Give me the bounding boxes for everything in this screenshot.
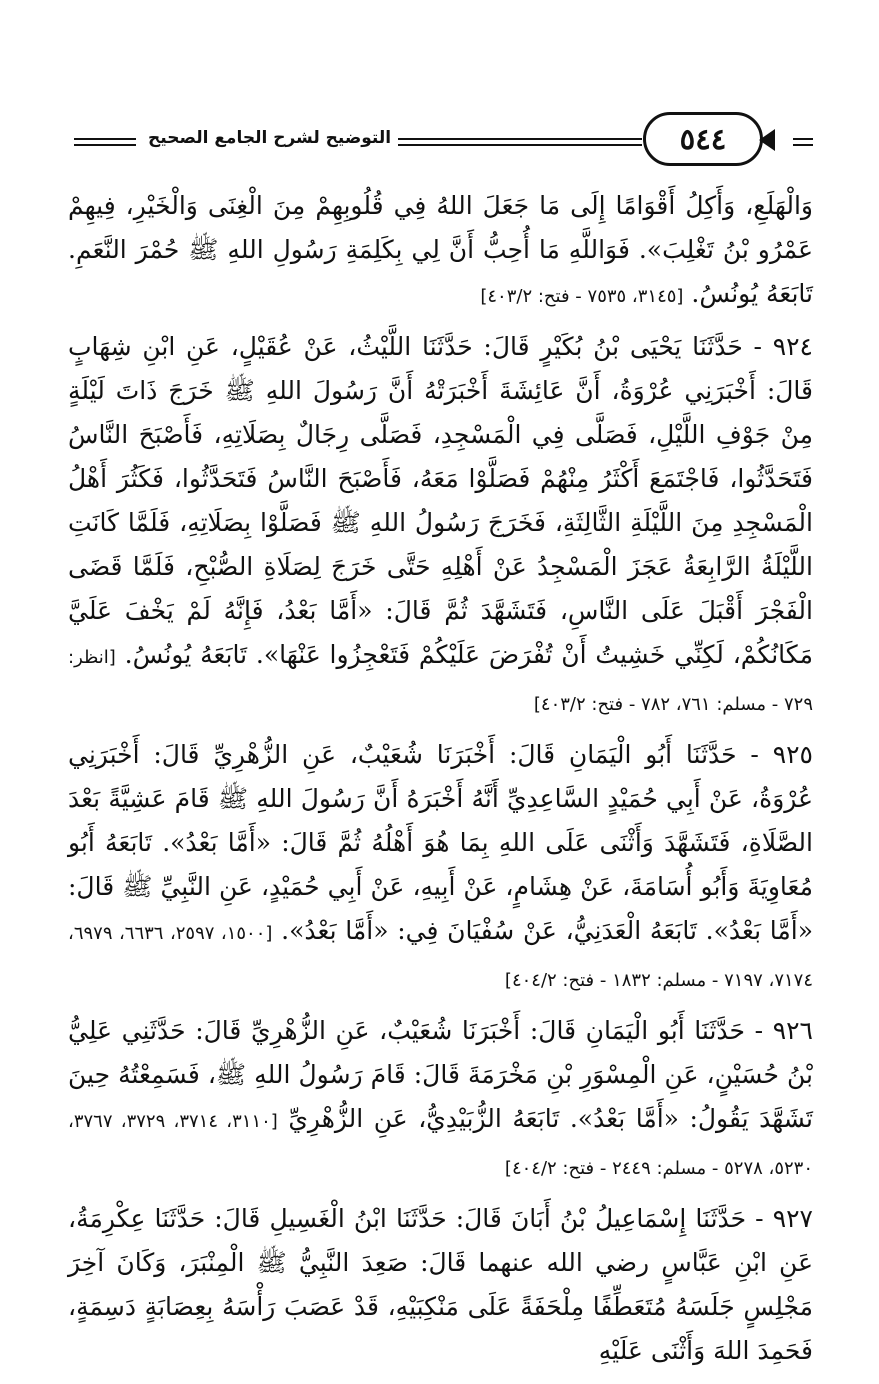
paragraph-hadith-926 — [68, 1009, 813, 1191]
cross-reference: [١٥٠٠، ٢٥٩٧، ٦٦٣٦، ٦٩٧٩، ٧١٧٤، ٧١٩٧ - مسلم: ١٨٣٢ - فتح: ٤٠٤/٢] — [68, 923, 813, 991]
paragraph-text: ٩٢٧ - حَدَّثَنَا إِسْمَاعِيلُ بْنُ أَبَانَ قَالَ: حَدَّثَنَا ابْنُ الْغَسِيلِ قَالَ: حَدَّثَنَا عِكْرِمَةُ، عَنِ ابْنِ عَبَّاسٍ رضي الله عنهما قَالَ: صَعِدَ النَّبِيُّ ﷺ الْمِنْبَرَ، وَكَانَ آخِرَ مَجْلِسٍ جَلَسَهُ مُتَعَطِّفًا مِلْحَفَةً عَلَى مَنْكِبَيْهِ، قَدْ عَصَبَ رَأْسَهُ بِعِصَابَةٍ دَسِمَةٍ، فَحَمِدَ اللهَ وَأَثْنَى عَلَيْهِ — [68, 1204, 813, 1365]
cross-reference: [٣١٤٥، ٧٥٣٥ - فتح: ٤٠٣/٢] — [480, 286, 684, 307]
cross-reference: [انظر: ٧٢٩ - مسلم: ٧٦١، ٧٨٢ - فتح: ٤٠٣/٢] — [68, 647, 813, 715]
running-title: التوضيح لشرح الجامع الصحيح — [148, 128, 392, 148]
paragraph-hadith-924 — [68, 325, 813, 727]
book-page — [68, 112, 813, 1384]
header-rule-middle — [398, 138, 642, 146]
paragraph-text: ٩٢٥ - حَدَّثَنَا أَبُو الْيَمَانِ قَالَ: أَخْبَرَنَا شُعَيْبٌ، عَنِ الزُّهْرِيِّ قَالَ: أَخْبَرَنِي عُرْوَةُ، عَنْ أَبِي حُمَيْدٍ السَّاعِدِيِّ أَنَّهُ أَخْبَرَهُ أَنَّ رَسُولَ اللهِ ﷺ قَامَ عَشِيَّةً بَعْدَ الصَّلَاةِ، فَتَشَهَّدَ وَأَثْنَى عَلَى اللهِ بِمَا هُوَ أَهْلُهُ ثُمَّ قَالَ: «أَمَّا بَعْدُ». تَابَعَهُ أَبُو مُعَاوِيَةَ وَأَبُو أُسَامَةَ، عَنْ هِشَامٍ، عَنْ أَبِيهِ، عَنْ أَبِي حُمَيْدٍ، عَنِ النَّبِيِّ ﷺ قَالَ: «أَمَّا بَعْدُ». تَابَعَهُ الْعَدَنِيُّ، عَنْ سُفْيَانَ فِي: «أَمَّا بَعْدُ». — [68, 740, 813, 945]
paragraph-hadith-925 — [68, 733, 813, 1003]
header-rule-left — [74, 138, 136, 146]
paragraph-text: ٩٢٦ - حَدَّثَنَا أَبُو الْيَمَانِ قَالَ: أَخْبَرَنَا شُعَيْبٌ، عَنِ الزُّهْرِيِّ قَالَ: حَدَّثَنِي عَلِيُّ بْنُ حُسَيْنٍ، عَنِ الْمِسْوَرِ بْنِ مَخْرَمَةَ قَالَ: قَامَ رَسُولُ اللهِ ﷺ، فَسَمِعْتُهُ حِينَ تَشَهَّدَ يَقُولُ: «أَمَّا بَعْدُ». تَابَعَهُ الزُّبَيْدِيُّ، عَنِ الزُّهْرِيِّ — [68, 1016, 813, 1133]
header-rule-right — [793, 138, 813, 146]
page-body — [68, 184, 813, 1373]
paragraph-text: ٩٢٤ - حَدَّثَنَا يَحْيَى بْنُ بُكَيْرٍ قَالَ: حَدَّثَنَا اللَّيْثُ، عَنْ عُقَيْلٍ، عَنِ ابْنِ شِهَابٍ قَالَ: أَخْبَرَنِي عُرْوَةُ، أَنَّ عَائِشَةَ أَخْبَرَتْهُ أَنَّ رَسُولَ اللهِ ﷺ خَرَجَ ذَاتَ لَيْلَةٍ مِنْ جَوْفِ اللَّيْلِ، فَصَلَّى فِي الْمَسْجِدِ، فَصَلَّى رِجَالٌ بِصَلَاتِهِ، فَأَصْبَحَ النَّاسُ فَتَحَدَّثُوا، فَاجْتَمَعَ أَكْثَرُ مِنْهُمْ فَصَلَّوْا مَعَهُ، فَأَصْبَحَ النَّاسُ فَتَحَدَّثُوا، فَكَثُرَ أَهْلُ الْمَسْجِدِ مِنَ اللَّيْلَةِ الثَّالِثَةِ، فَخَرَجَ رَسُولُ اللهِ ﷺ فَصَلَّوْا بِصَلَاتِهِ، فَلَمَّا كَانَتِ اللَّيْلَةُ الرَّابِعَةُ عَجَزَ الْمَسْجِدُ عَنْ أَهْلِهِ حَتَّى خَرَجَ لِصَلَاةِ الصُّبْحِ، فَلَمَّا قَضَى الْفَجْرَ أَقْبَلَ عَلَى النَّاسِ، فَتَشَهَّدَ ثُمَّ قَالَ: «أَمَّا بَعْدُ، فَإِنَّهُ لَمْ يَخْفَ عَلَيَّ مَكَانُكُمْ، لَكِنِّي خَشِيتُ أَنْ تُفْرَضَ عَلَيْكُمْ فَتَعْجِزُوا عَنْهَا». تَابَعَهُ يُونُسُ. — [68, 332, 813, 669]
cross-reference: [٣١١٠، ٣٧١٤، ٣٧٢٩، ٣٧٦٧، ٥٢٣٠، ٥٢٧٨ - مسلم: ٢٤٤٩ - فتح: ٤٠٤/٢] — [68, 1111, 813, 1179]
paragraph-continuation — [68, 184, 813, 319]
paragraph-text: وَالْهَلَعِ، وَأَكِلُ أَقْوَامًا إِلَى مَا جَعَلَ اللهُ فِي قُلُوبِهِمْ مِنَ الْغِنَى وَالْخَيْرِ، فِيهِمْ عَمْرُو بْنُ تَغْلِبَ». فَوَاللَّهِ مَا أُحِبُّ أَنَّ لِي بِكَلِمَةِ رَسُولِ اللهِ ﷺ حُمْرَ النَّعَمِ. تَابَعَهُ يُونُسُ. — [68, 191, 813, 308]
paragraph-hadith-927 — [68, 1197, 813, 1373]
page-number: ٥٤٤ — [643, 112, 763, 166]
page-header — [68, 112, 813, 174]
